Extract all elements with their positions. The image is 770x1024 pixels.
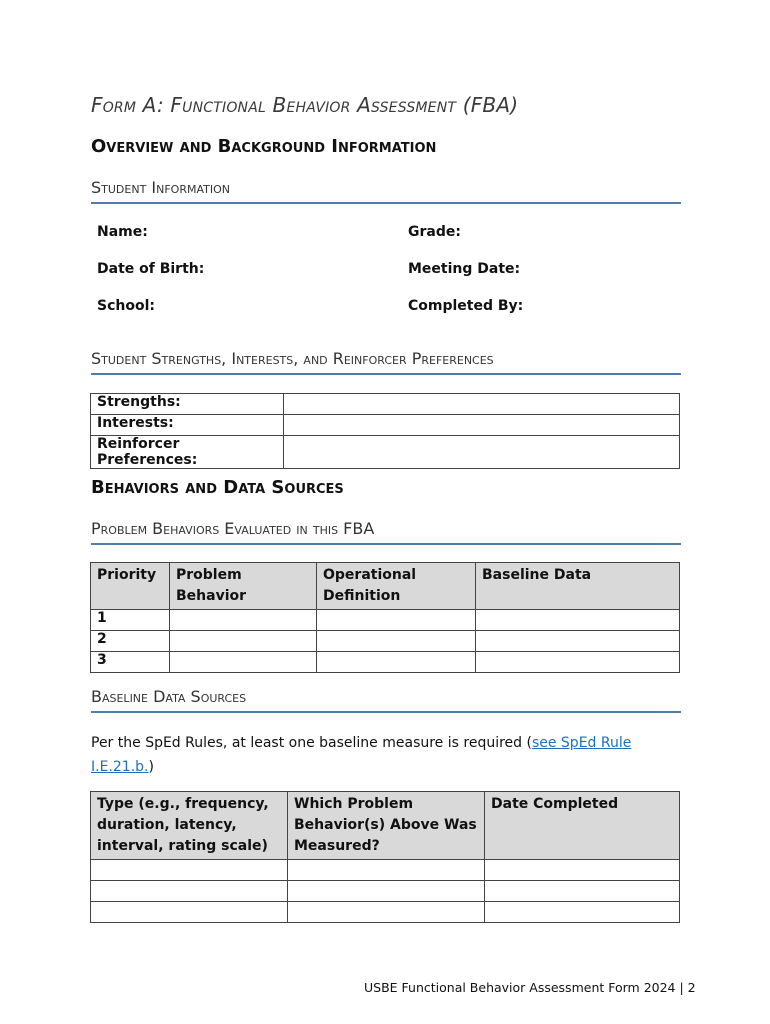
table-cell[interactable]: [91, 860, 288, 881]
table-cell[interactable]: [476, 652, 680, 673]
label-name: Name:: [97, 224, 148, 240]
label-completed-by: Completed By:: [408, 298, 524, 314]
table-cell[interactable]: [317, 610, 476, 631]
heading-student-information: Student Information: [91, 178, 681, 204]
table-row: [91, 881, 680, 902]
table-cell[interactable]: [288, 860, 485, 881]
col-operational-definition: Operational Definition: [317, 563, 476, 610]
table-cell[interactable]: [91, 902, 288, 923]
table-cell[interactable]: [485, 881, 680, 902]
priority-cell: 1: [91, 610, 170, 631]
label-date-of-birth: Date of Birth:: [97, 261, 205, 277]
table-row: [91, 436, 680, 469]
page-footer: USBE Functional Behavior Assessment Form 2024 | 2: [364, 980, 696, 995]
paragraph-text-end: ): [148, 759, 154, 775]
strengths-label: Strengths:: [91, 394, 284, 415]
interests-label: Interests:: [91, 415, 284, 436]
baseline-requirement-paragraph: [91, 731, 651, 779]
table-header-row: [91, 792, 680, 860]
paragraph-text: Per the SpEd Rules, at least one baseline measure is required (: [91, 735, 532, 751]
table-cell[interactable]: [288, 881, 485, 902]
table-cell[interactable]: [170, 610, 317, 631]
table-row: [91, 902, 680, 923]
table-row: [91, 652, 680, 673]
table-row: [91, 610, 680, 631]
col-which-behavior: Which Problem Behavior(s) Above Was Measured?: [288, 792, 485, 860]
table-cell[interactable]: [317, 652, 476, 673]
table-cell[interactable]: [170, 631, 317, 652]
col-baseline-data: Baseline Data: [476, 563, 680, 610]
label-meeting-date: Meeting Date:: [408, 261, 521, 277]
label-school: School:: [97, 298, 155, 314]
heading-strengths-interests: Student Strengths, Interests, and Reinforcer Preferences: [91, 349, 681, 375]
table-cell[interactable]: [91, 881, 288, 902]
section-title-overview: Overview and Background Information: [91, 136, 437, 157]
reinforcer-preferences-value-cell[interactable]: [284, 436, 680, 469]
section-title-behaviors: Behaviors and Data Sources: [91, 477, 344, 498]
table-row: [91, 415, 680, 436]
strengths-table: [90, 393, 680, 469]
table-cell[interactable]: [485, 860, 680, 881]
priority-cell: 3: [91, 652, 170, 673]
table-row: [91, 631, 680, 652]
col-problem-behavior: Problem Behavior: [170, 563, 317, 610]
table-header-row: [91, 563, 680, 610]
priority-cell: 2: [91, 631, 170, 652]
label-grade: Grade:: [408, 224, 461, 240]
table-cell[interactable]: [476, 631, 680, 652]
baseline-sources-table: [90, 791, 680, 923]
table-cell[interactable]: [476, 610, 680, 631]
table-cell[interactable]: [170, 652, 317, 673]
heading-problem-behaviors: Problem Behaviors Evaluated in this FBA: [91, 519, 681, 545]
table-cell[interactable]: [317, 631, 476, 652]
interests-value-cell[interactable]: [284, 415, 680, 436]
problem-behaviors-table: [90, 562, 680, 673]
reinforcer-preferences-label: Reinforcer Preferences:: [91, 436, 284, 469]
table-cell[interactable]: [288, 902, 485, 923]
col-type: Type (e.g., frequency, duration, latency, interval, rating scale): [91, 792, 288, 860]
heading-baseline-data-sources: Baseline Data Sources: [91, 687, 681, 713]
col-date-completed: Date Completed: [485, 792, 680, 860]
strengths-value-cell[interactable]: [284, 394, 680, 415]
col-priority: Priority: [91, 563, 170, 610]
form-title: Form A: Functional Behavior Assessment (FBA): [91, 93, 519, 117]
table-row: [91, 860, 680, 881]
table-row: [91, 394, 680, 415]
sped-rule-link[interactable]: see SpEd Rule I.E.21.b.: [91, 735, 632, 775]
table-cell[interactable]: [485, 902, 680, 923]
